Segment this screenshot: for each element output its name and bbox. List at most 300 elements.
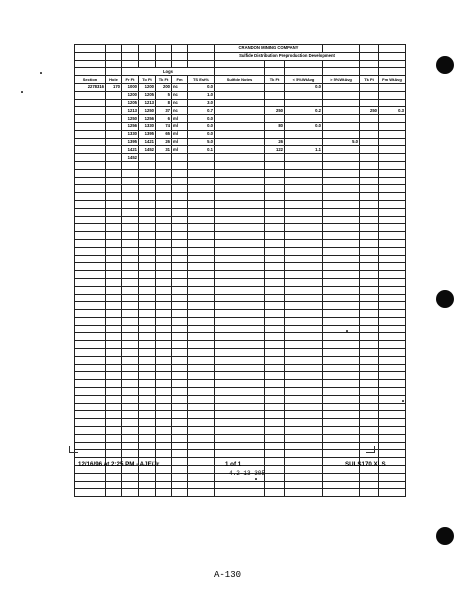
cell [379,60,406,68]
cell [215,177,265,185]
cell [215,310,265,318]
cell [106,247,122,255]
table-cell [360,146,379,154]
table-cell: 1205 [122,99,139,107]
cell [285,232,323,240]
blank-row [75,333,406,341]
cell [188,185,215,193]
cell [323,395,360,403]
blank-row [75,224,406,232]
table-cell: 1213 [139,99,156,107]
table-cell: 5 [156,91,172,99]
cell [360,302,379,310]
cell [106,169,122,177]
cell [323,185,360,193]
cell [156,473,172,481]
cell [379,177,406,185]
cell [172,239,188,247]
cell [122,380,139,388]
table-cell [323,99,360,107]
cell [139,278,156,286]
cell [139,411,156,419]
cell [215,255,265,263]
table-cell [360,154,379,162]
cell [265,193,285,201]
cell [188,208,215,216]
cell [265,208,285,216]
cell [379,161,406,169]
cell [360,52,379,60]
cell [156,224,172,232]
cell [379,208,406,216]
cell [75,489,106,497]
footer-datetime: 12/16/96 at 2:25 PM - AJE/Jr [78,461,160,468]
cell [75,419,106,427]
cell [75,247,106,255]
table-cell [75,115,106,123]
table-cell [75,122,106,130]
cell [379,380,406,388]
table-cell: 1395 [122,138,139,146]
cell [265,403,285,411]
cell [265,419,285,427]
cell [215,403,265,411]
cell [122,239,139,247]
cell [172,427,188,435]
table-cell: nc [172,83,188,91]
cell [379,395,406,403]
cell [188,224,215,232]
cell [106,239,122,247]
cell [323,317,360,325]
cell [379,349,406,357]
cell [172,294,188,302]
cell [139,224,156,232]
cell [323,450,360,458]
table-cell [323,122,360,130]
cell [188,60,215,68]
table-cell: 80 [265,122,285,130]
cell [106,286,122,294]
cell [106,481,122,489]
table-cell [379,146,406,154]
cell [188,419,215,427]
cell [139,349,156,357]
cell [188,434,215,442]
table-cell [323,83,360,91]
table-cell [156,154,172,162]
cell [75,185,106,193]
cell [139,193,156,201]
cell [285,317,323,325]
table-cell [285,91,323,99]
cell [172,333,188,341]
cell [122,427,139,435]
table-cell [188,154,215,162]
cell [323,427,360,435]
cell [188,442,215,450]
table-cell: 1200 [122,91,139,99]
cell [323,255,360,263]
cell [139,473,156,481]
cell [285,169,323,177]
cell [215,60,265,68]
spreadsheet-table [74,44,406,497]
cell [75,341,106,349]
cell [360,247,379,255]
cell [156,434,172,442]
cell [75,403,106,411]
cell [139,239,156,247]
cell [188,466,215,474]
cell [285,185,323,193]
cell [106,427,122,435]
table-cell: nc [172,107,188,115]
cell [265,60,285,68]
cell [172,216,188,224]
cell [106,388,122,396]
cell [172,208,188,216]
table-cell [75,146,106,154]
table-cell: 8 [156,99,172,107]
cell [106,294,122,302]
table-cell: 1452 [122,154,139,162]
table-cell [106,122,122,130]
cell [75,255,106,263]
cell [122,372,139,380]
cell [139,216,156,224]
cell [215,193,265,201]
table-cell [106,91,122,99]
cell [106,200,122,208]
cell [360,255,379,263]
table-cell: 1421 [122,146,139,154]
cell [106,255,122,263]
cell [215,450,265,458]
blank-row [75,349,406,357]
cell [215,411,265,419]
cell [75,302,106,310]
table-cell: 1452 [139,146,156,154]
cell [156,177,172,185]
cell [360,216,379,224]
cell [106,185,122,193]
cell [285,247,323,255]
cell [215,200,265,208]
blank-row [75,380,406,388]
cell [285,442,323,450]
cell [379,310,406,318]
cell [172,224,188,232]
cell [106,434,122,442]
blank-row [75,411,406,419]
cell [156,481,172,489]
table-cell: 0.2 [285,107,323,115]
cell [360,68,379,76]
table-cell [379,138,406,146]
cell [215,349,265,357]
cell [188,489,215,497]
cell [188,395,215,403]
cell [360,434,379,442]
table-cell [172,154,188,162]
punch-hole-bottom [436,527,454,545]
cell [75,45,106,53]
cell [265,411,285,419]
blank-row [75,427,406,435]
cell [172,317,188,325]
cell [323,442,360,450]
blank-row [75,395,406,403]
cell [285,271,323,279]
cell [379,427,406,435]
cell [75,278,106,286]
cell [172,200,188,208]
table-cell: 1256 [122,122,139,130]
blank-row [75,302,406,310]
cell [323,473,360,481]
cell [75,411,106,419]
table-row [75,154,406,162]
cell [379,364,406,372]
cell [122,403,139,411]
cell [122,224,139,232]
table-cell [323,154,360,162]
blank-row [75,310,406,318]
cell [360,427,379,435]
table-cell [323,146,360,154]
cell [172,52,188,60]
cell [106,403,122,411]
table-cell: 1256 [139,115,156,123]
punch-hole-top [436,56,454,74]
cell [285,364,323,372]
cell [75,294,106,302]
cell [265,458,285,466]
cell [75,68,106,76]
table-cell: 0.1 [188,146,215,154]
column-header: Fr Ft [122,76,139,84]
table-cell: 5.0 [188,138,215,146]
cell [75,450,106,458]
cell [215,208,265,216]
cell [106,302,122,310]
cell [379,341,406,349]
cell [285,356,323,364]
cell [323,356,360,364]
table-cell: 31 [156,146,172,154]
table-cell: 5.0 [323,138,360,146]
cell [360,161,379,169]
cell [188,294,215,302]
cell [215,419,265,427]
cell [215,239,265,247]
cell [122,216,139,224]
cell [75,216,106,224]
table-cell: 3.0 [188,99,215,107]
report-subtitle: Sulfide Distribution Preproduction Development [215,52,360,60]
cell [188,286,215,294]
table-cell: nc [172,91,188,99]
cell [285,263,323,271]
cell [323,169,360,177]
blank-row [75,481,406,489]
cell [379,489,406,497]
table-cell [379,83,406,91]
cell [156,380,172,388]
cell [122,200,139,208]
table-cell: 6 [156,115,172,123]
table-cell [215,138,265,146]
table-cell [285,99,323,107]
cell [139,317,156,325]
cell [172,450,188,458]
cell [122,341,139,349]
blank-row [75,193,406,201]
blank-row [75,388,406,396]
cell [172,411,188,419]
cell [379,52,406,60]
cell [122,278,139,286]
table-cell: 74 [156,122,172,130]
cell [188,216,215,224]
cell [265,224,285,232]
cell [379,294,406,302]
cell [379,169,406,177]
table-cell [75,154,106,162]
cell [188,255,215,263]
blank-row [75,263,406,271]
table-cell [106,99,122,107]
cell [188,341,215,349]
cell [75,52,106,60]
cell [215,434,265,442]
cell [360,193,379,201]
cell [215,364,265,372]
cell [156,232,172,240]
blank-row [75,271,406,279]
table-cell [265,115,285,123]
cell [139,310,156,318]
cell [75,239,106,247]
cell [188,325,215,333]
cell [122,325,139,333]
cell [285,411,323,419]
cell [360,271,379,279]
cell [172,458,188,466]
cell [265,286,285,294]
cell [285,177,323,185]
cell [188,450,215,458]
cell [188,481,215,489]
cell [139,356,156,364]
cell [323,263,360,271]
cell [139,177,156,185]
blank-row [75,216,406,224]
cell [323,60,360,68]
cell [188,411,215,419]
column-header-row [75,76,406,84]
cell [172,286,188,294]
cell [379,419,406,427]
table-cell [379,91,406,99]
cell [215,341,265,349]
table-row [75,115,406,123]
cell [360,333,379,341]
cell [188,403,215,411]
cell [265,356,285,364]
cell [215,356,265,364]
cell [265,239,285,247]
blank-row [75,364,406,372]
cell [122,411,139,419]
cell [285,341,323,349]
cell [122,177,139,185]
cell [75,481,106,489]
cell [360,411,379,419]
cell [360,224,379,232]
document-stamp: 4.2-13-305 [229,470,266,477]
table-cell [285,130,323,138]
cell [379,224,406,232]
cell [379,286,406,294]
table-cell [215,154,265,162]
cell [122,395,139,403]
cell [122,388,139,396]
cell [156,372,172,380]
cell [360,380,379,388]
table-cell [265,130,285,138]
table-cell [215,122,265,130]
table-cell [379,115,406,123]
cell [139,52,156,60]
cell [172,278,188,286]
cell [156,208,172,216]
table-cell [360,122,379,130]
cell [139,271,156,279]
cell [106,278,122,286]
table-row [75,122,406,130]
table-cell: 0.0 [285,122,323,130]
table-cell [215,99,265,107]
cell [75,177,106,185]
cell [323,271,360,279]
cell [156,247,172,255]
cell [285,473,323,481]
cell [323,341,360,349]
cell [215,161,265,169]
table-cell: 0.0 [188,115,215,123]
cell [379,411,406,419]
cell [323,388,360,396]
cell [360,294,379,302]
table-cell: 0.7 [188,107,215,115]
cell [188,317,215,325]
cell [188,263,215,271]
scan-speck [21,91,23,93]
blank-row [75,239,406,247]
cell [379,333,406,341]
cell [139,161,156,169]
cell [379,216,406,224]
cell [265,200,285,208]
cell [172,263,188,271]
cell [285,60,323,68]
cell [265,169,285,177]
cell [122,263,139,271]
cell [75,169,106,177]
table-cell: 200 [156,83,172,91]
